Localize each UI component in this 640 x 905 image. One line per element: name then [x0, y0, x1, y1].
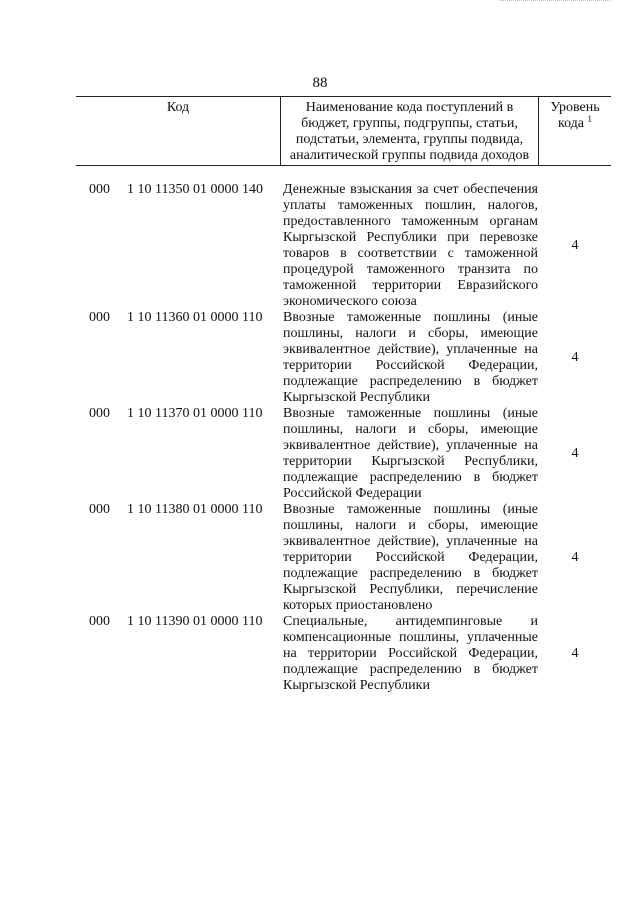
table-row — [0, 310, 640, 406]
header-name-line: Наименование кода поступлений в — [305, 100, 514, 115]
header-name-line: подстатьи, элемента, группы подвида, — [295, 132, 524, 147]
table-row — [0, 614, 640, 694]
header-level-text: кода — [557, 116, 585, 131]
header-level-line1: Уровень — [550, 100, 600, 115]
admin-code: 000 — [89, 310, 110, 325]
revenue-name: Денежные взыскания за счет обеспечения уплаты таможенных пошлин, налогов, предоставленного таможенным органам Кыргызской Республики при перевозке товаров в соответствии с таможенной процедурой таможенного транзита по таможенной территории Евразийского экономического союза — [283, 182, 538, 309]
table-row — [0, 502, 640, 614]
code-level: 4 — [571, 550, 579, 565]
code-level: 4 — [571, 446, 579, 461]
admin-code: 000 — [89, 502, 110, 517]
revenue-name: Ввозные таможенные пошлины (иные пошлины, налоги и сборы, имеющие эквивалентное действие), уплаченные на территории Кыргызской Республики, подлежащие распределению в бюджет Российской Федерации — [283, 406, 538, 501]
revenue-name: Ввозные таможенные пошлины (иные пошлины, налоги и сборы, имеющие эквивалентное действие), уплаченные на территории Российской Федерации, подлежащие распределению в бюджет Кыргызской Республики, перечисление которых приостановлено — [283, 502, 538, 613]
table-row — [0, 406, 640, 502]
header-name-line: бюджет, группы, подгруппы, статьи, — [301, 116, 518, 131]
table-row — [0, 182, 640, 310]
header-name — [281, 97, 539, 165]
revenue-code-list — [0, 182, 640, 694]
header-name-line: аналитической группы подвида доходов — [289, 148, 530, 163]
code-level: 4 — [571, 646, 579, 661]
revenue-code: 1 10 11380 01 0000 110 — [127, 502, 263, 517]
revenue-code: 1 10 11390 01 0000 110 — [127, 614, 263, 629]
revenue-code: 1 10 11360 01 0000 110 — [127, 310, 263, 325]
revenue-code: 1 10 11350 01 0000 140 — [127, 182, 263, 197]
footnote-marker: 1 — [587, 114, 593, 124]
table-header — [76, 96, 611, 166]
admin-code: 000 — [89, 614, 110, 629]
code-level: 4 — [571, 238, 579, 253]
header-code: Код — [76, 97, 281, 165]
code-level: 4 — [571, 350, 579, 365]
revenue-name: Специальные, антидемпинговые и компенсационные пошлины, уплаченные на территории Российской Федерации, подлежащие распределению в бюджет Кыргызской Республики — [283, 614, 538, 693]
revenue-name: Ввозные таможенные пошлины (иные пошлины, налоги и сборы, имеющие эквивалентное действие), уплаченные на территории Российской Федерации, подлежащие распределению в бюджет Кыргызской Республики — [283, 310, 538, 405]
revenue-code: 1 10 11370 01 0000 110 — [127, 406, 263, 421]
header-level — [539, 97, 611, 165]
scan-edge-mark — [500, 0, 610, 2]
page-number: 88 — [312, 75, 328, 91]
header-level-line2 — [539, 116, 611, 132]
admin-code: 000 — [89, 406, 110, 421]
admin-code: 000 — [89, 182, 110, 197]
